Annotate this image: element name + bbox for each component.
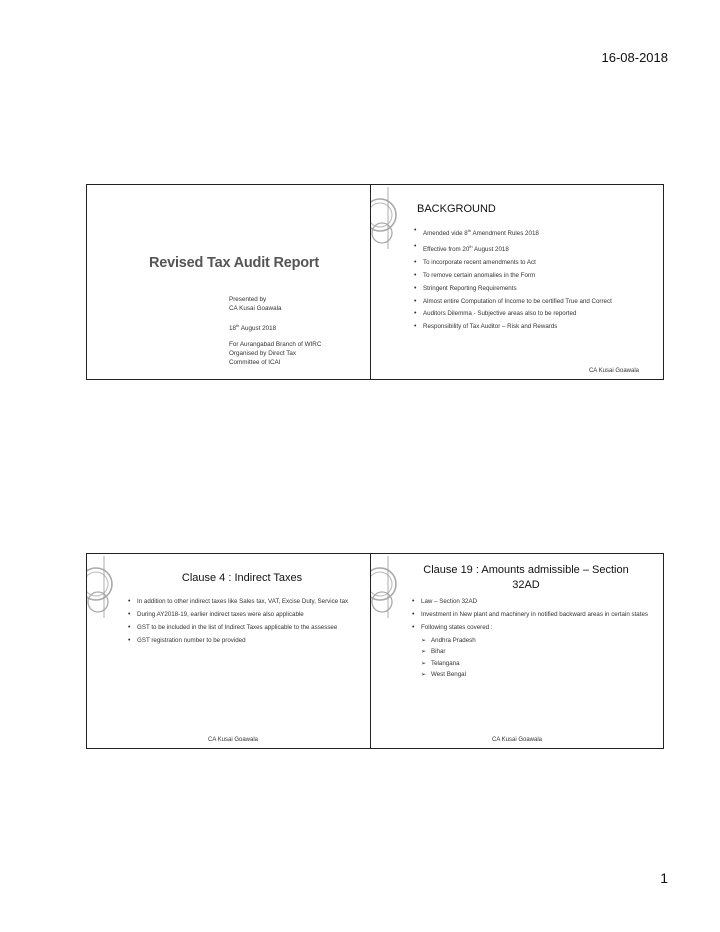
slide-footer: CA Kusai Goawala xyxy=(491,737,543,743)
bullet-text: Effective from 20 xyxy=(423,246,470,254)
list-item: • Responsibility of Tax Auditor – Risk and Rewards xyxy=(413,323,651,332)
list-item: • Almost entire Computation of Income to be certified True and Correct xyxy=(413,298,651,307)
list-item: • Investment in New plant and machinery in notified backward areas in certain states xyxy=(411,611,649,620)
clause-4-bullets xyxy=(127,598,349,650)
date-month-year: August 2018 xyxy=(239,324,277,332)
date-day: 18 xyxy=(229,324,237,332)
background-bullets xyxy=(413,227,651,336)
org-line-3: Committee of ICAI xyxy=(229,359,281,367)
slide-background xyxy=(370,184,664,380)
state-item: ➢ Telangana xyxy=(411,660,649,669)
list-item: • GST to be included in the list of Indirect Taxes applicable to the assessee xyxy=(127,624,349,633)
page-date: 16-08-2018 xyxy=(601,50,668,65)
slide-title-background: BACKGROUND xyxy=(417,203,496,215)
slide-clause-19 xyxy=(370,553,664,749)
rings-decoration-icon xyxy=(371,556,405,618)
state-item: ➢ Bihar xyxy=(411,648,649,657)
bullet-text: August 2018 xyxy=(472,246,509,254)
ordinal: th xyxy=(467,228,472,233)
slide-footer: CA Kusai Goawala xyxy=(588,368,639,374)
presenter-block xyxy=(229,296,374,376)
list-item: • Law – Section 32AD xyxy=(411,598,649,607)
slide-title xyxy=(86,184,380,380)
presenter-name: CA Kusai Goawala xyxy=(229,304,282,312)
list-item: • In addition to other indirect taxes like Sales tax, VAT, Excise Duty, Service tax xyxy=(127,598,349,607)
org-line-2: Organised by Direct Tax xyxy=(229,350,297,358)
list-item: • Following states covered : xyxy=(411,624,649,633)
title-line-1: Clause 19 : Amounts admissible – Section xyxy=(423,564,629,576)
ordinal: th xyxy=(469,243,473,249)
slide-title-clause-4: Clause 4 : Indirect Taxes xyxy=(181,572,303,584)
slide-main-title: Revised Tax Audit Report xyxy=(148,255,320,271)
slide-clause-4 xyxy=(86,553,380,749)
state-item: ➢ West Bengal xyxy=(411,671,649,680)
rings-decoration-icon xyxy=(371,187,405,249)
list-item: • During AY2018-19, earlier indirect taxes were also applicable xyxy=(127,611,349,620)
title-line-2: 32AD xyxy=(512,579,540,591)
presentation-date xyxy=(229,322,374,334)
bullet-text: Amended vide 8 xyxy=(423,230,468,238)
state-item: ➢ Andhra Pradesh xyxy=(411,637,649,646)
list-item: • GST registration number to be provided xyxy=(127,637,349,646)
rings-decoration-icon xyxy=(87,556,121,618)
list-item: • Stringent Reporting Requirements xyxy=(413,285,651,294)
list-item: • To remove certain anomalies in the Form xyxy=(413,272,651,281)
slide-footer: CA Kusai Goawala xyxy=(207,737,259,743)
clause-19-bullets xyxy=(411,598,649,683)
presenter-label: Presented by xyxy=(229,296,267,303)
list-item xyxy=(413,227,651,239)
list-item: • To incorporate recent amendments to Act xyxy=(413,259,651,268)
bullet-text: Amendment Rules 2018 xyxy=(471,230,539,238)
date-ordinal: th xyxy=(236,322,240,328)
list-item: • Auditors Dilemma - Subjective areas also to be reported xyxy=(413,310,651,319)
org-line-1: For Aurangabad Branch of WIRC xyxy=(229,341,322,349)
slide-title-clause-19 xyxy=(401,563,651,593)
page-number: 1 xyxy=(660,870,668,886)
list-item xyxy=(413,243,651,255)
